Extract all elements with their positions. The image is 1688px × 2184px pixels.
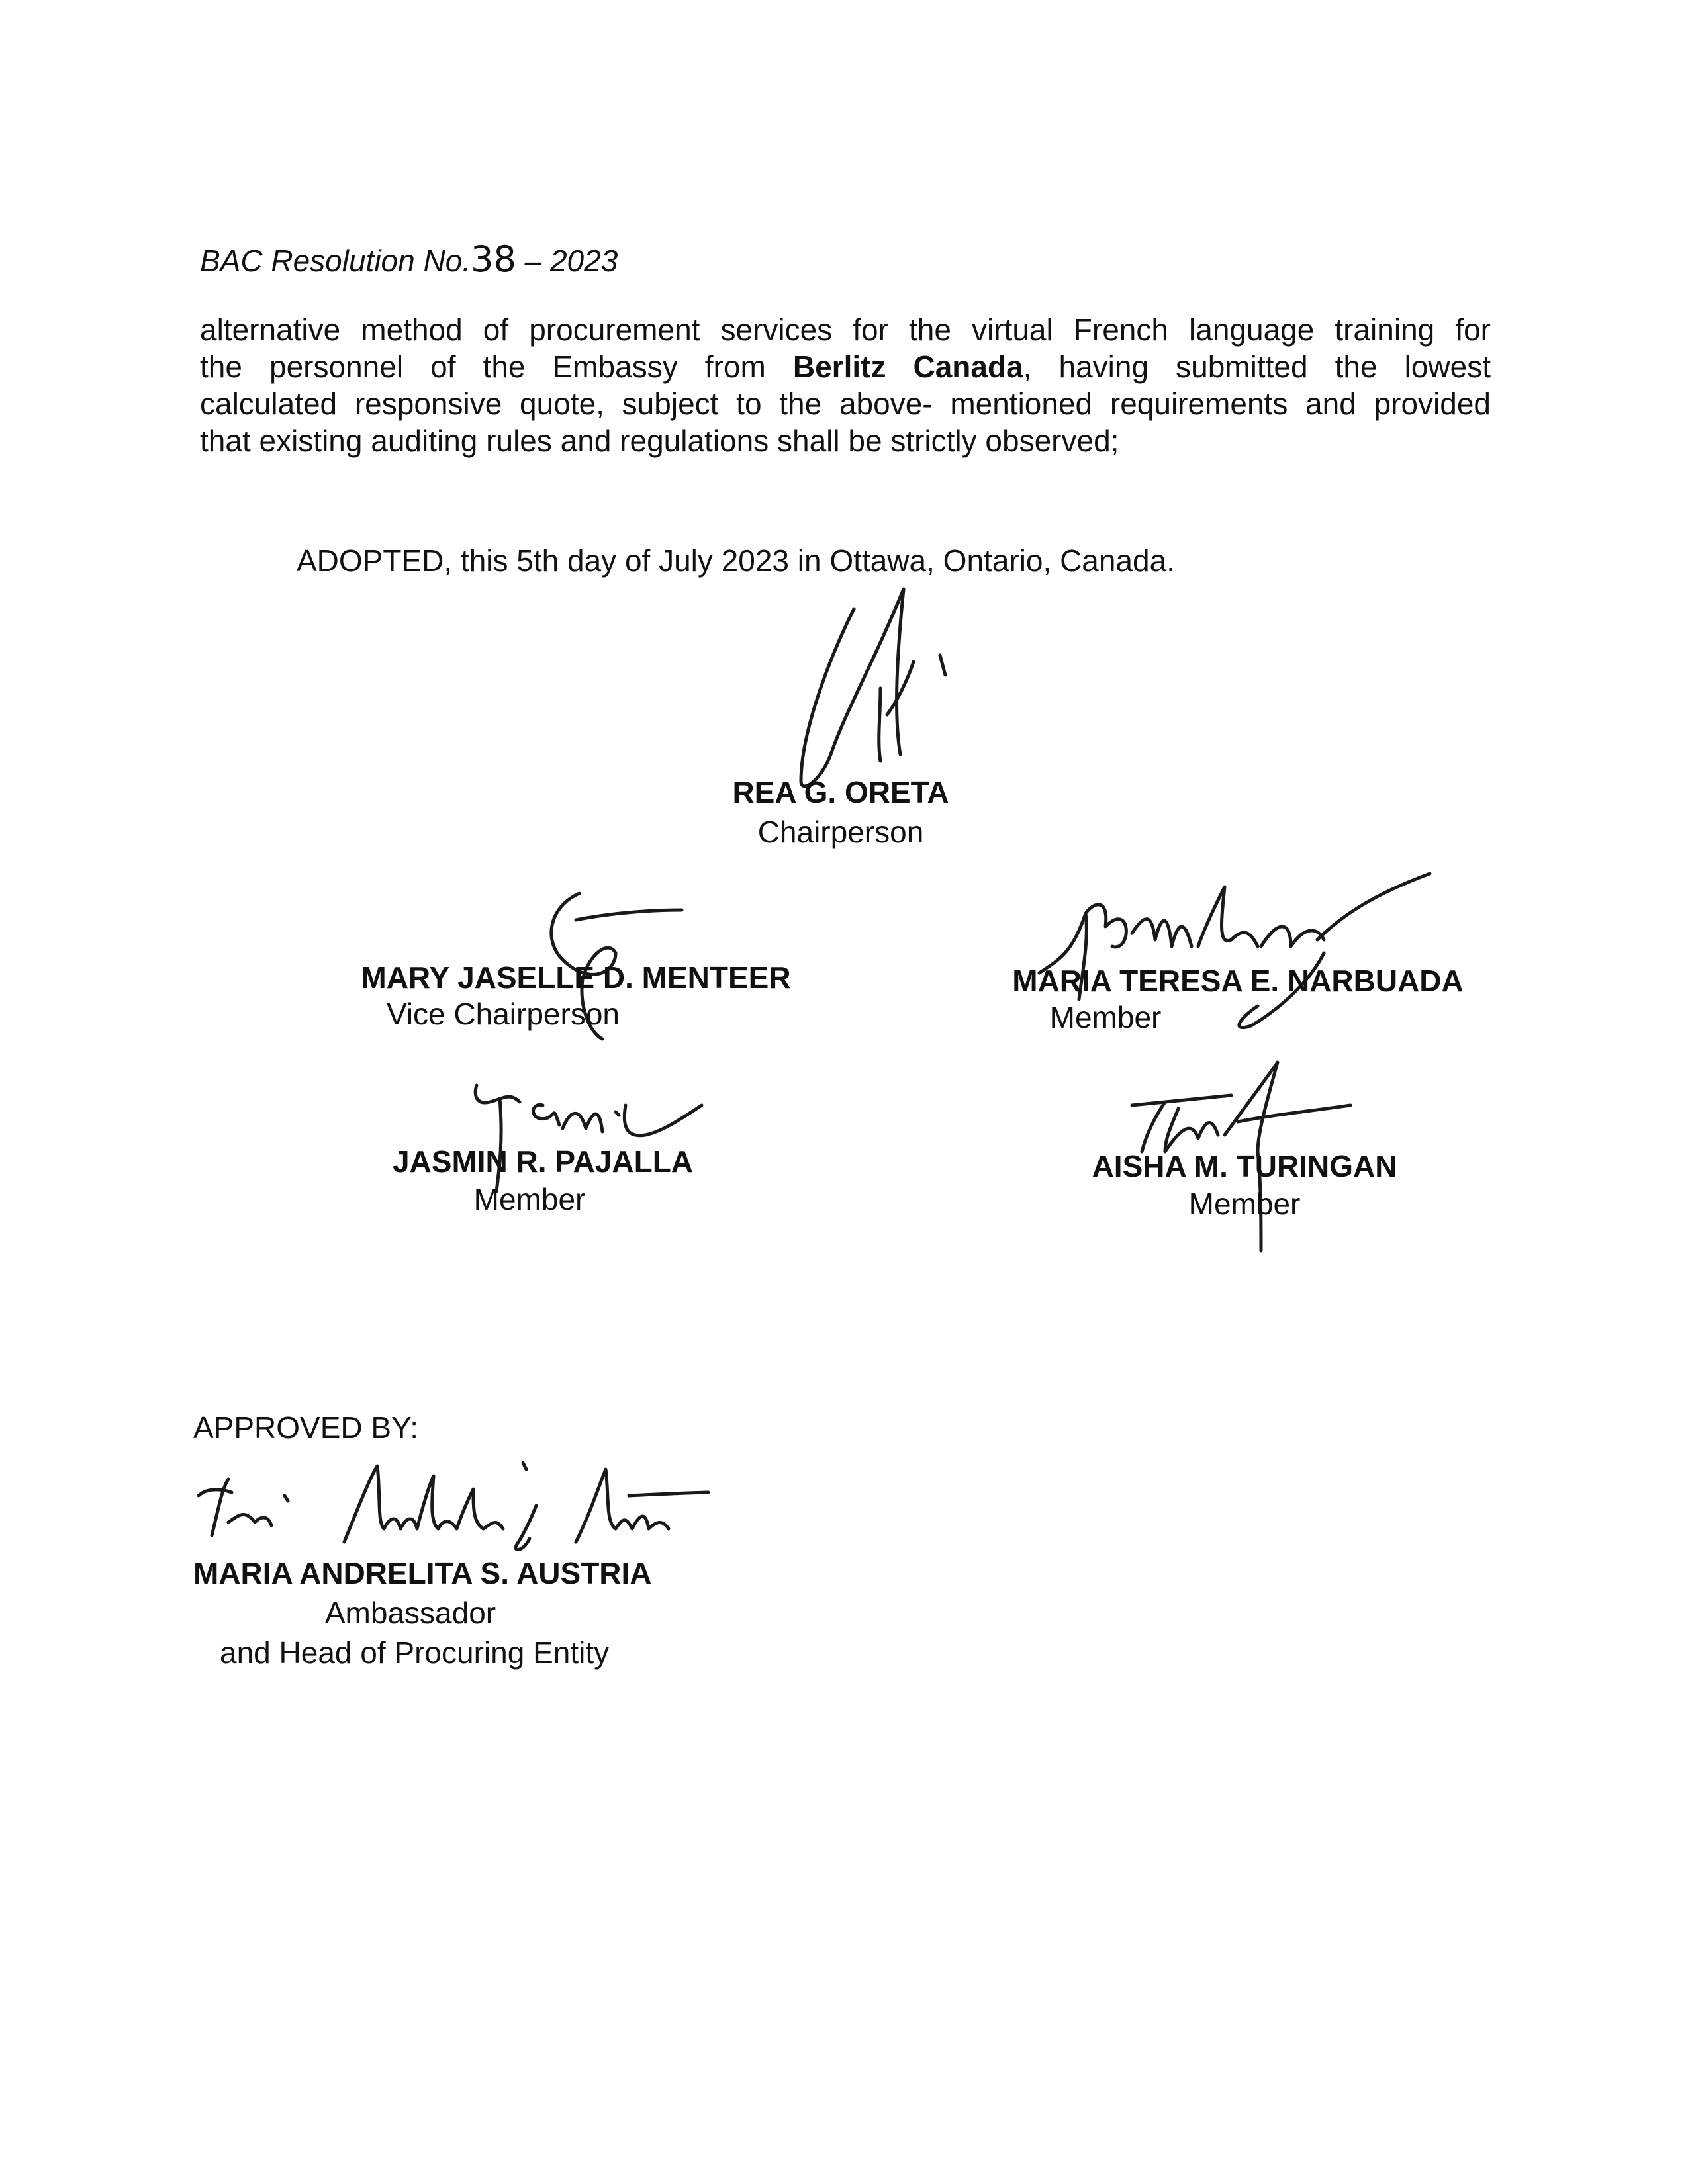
paragraph-line: alternative method of procurement services for the virtual French language training for xyxy=(200,312,1491,347)
resolution-year: – 2023 xyxy=(524,244,618,278)
resolution-number: 38 xyxy=(471,238,516,280)
member3-name: AISHA M. TURINGAN xyxy=(1092,1149,1397,1183)
procuring-entity-title: and Head of Procuring Entity xyxy=(220,1635,610,1670)
ambassador-name: MARIA ANDRELITA S. AUSTRIA xyxy=(193,1556,652,1590)
approved-by-label: APPROVED BY: xyxy=(193,1410,419,1445)
resolution-paragraph xyxy=(200,311,1491,459)
vice-chair-role: Vice Chairperson xyxy=(386,997,620,1031)
paragraph-line xyxy=(200,348,1491,385)
chair-signature xyxy=(781,582,980,801)
member1-role: Member xyxy=(1049,1000,1162,1034)
paragraph-text: the personnel of the Embassy from xyxy=(200,349,766,384)
chair-role: Chairperson xyxy=(757,815,924,849)
paragraph-text: , having submitted the lowest xyxy=(1023,349,1491,384)
member2-role: Member xyxy=(473,1182,586,1216)
chair-name: REA G. ORETA xyxy=(732,775,949,809)
ambassador-title: Ambassador xyxy=(324,1596,496,1630)
member1-name: MARIA TERESA E. NARBUADA xyxy=(1012,964,1464,998)
member3-role: Member xyxy=(1188,1187,1301,1221)
resolution-header xyxy=(200,238,618,280)
member2-name: JASMIN R. PAJALLA xyxy=(392,1144,694,1179)
resolution-prefix: BAC Resolution No. xyxy=(200,244,471,278)
vice-chair-name: MARY JASELLE D. MENTEER xyxy=(361,960,791,995)
paragraph-line: that existing auditing rules and regulations shall be strictly observed; xyxy=(200,424,1119,458)
adopted-statement: ADOPTED, this 5th day of July 2023 in Ottawa, Ontario, Canada. xyxy=(297,543,1175,578)
vendor-name: Berlitz Canada xyxy=(792,349,1023,384)
paragraph-line: calculated responsive quote, subject to the above- mentioned requirements and provided xyxy=(200,387,1491,421)
ambassador-signature xyxy=(192,1456,715,1562)
